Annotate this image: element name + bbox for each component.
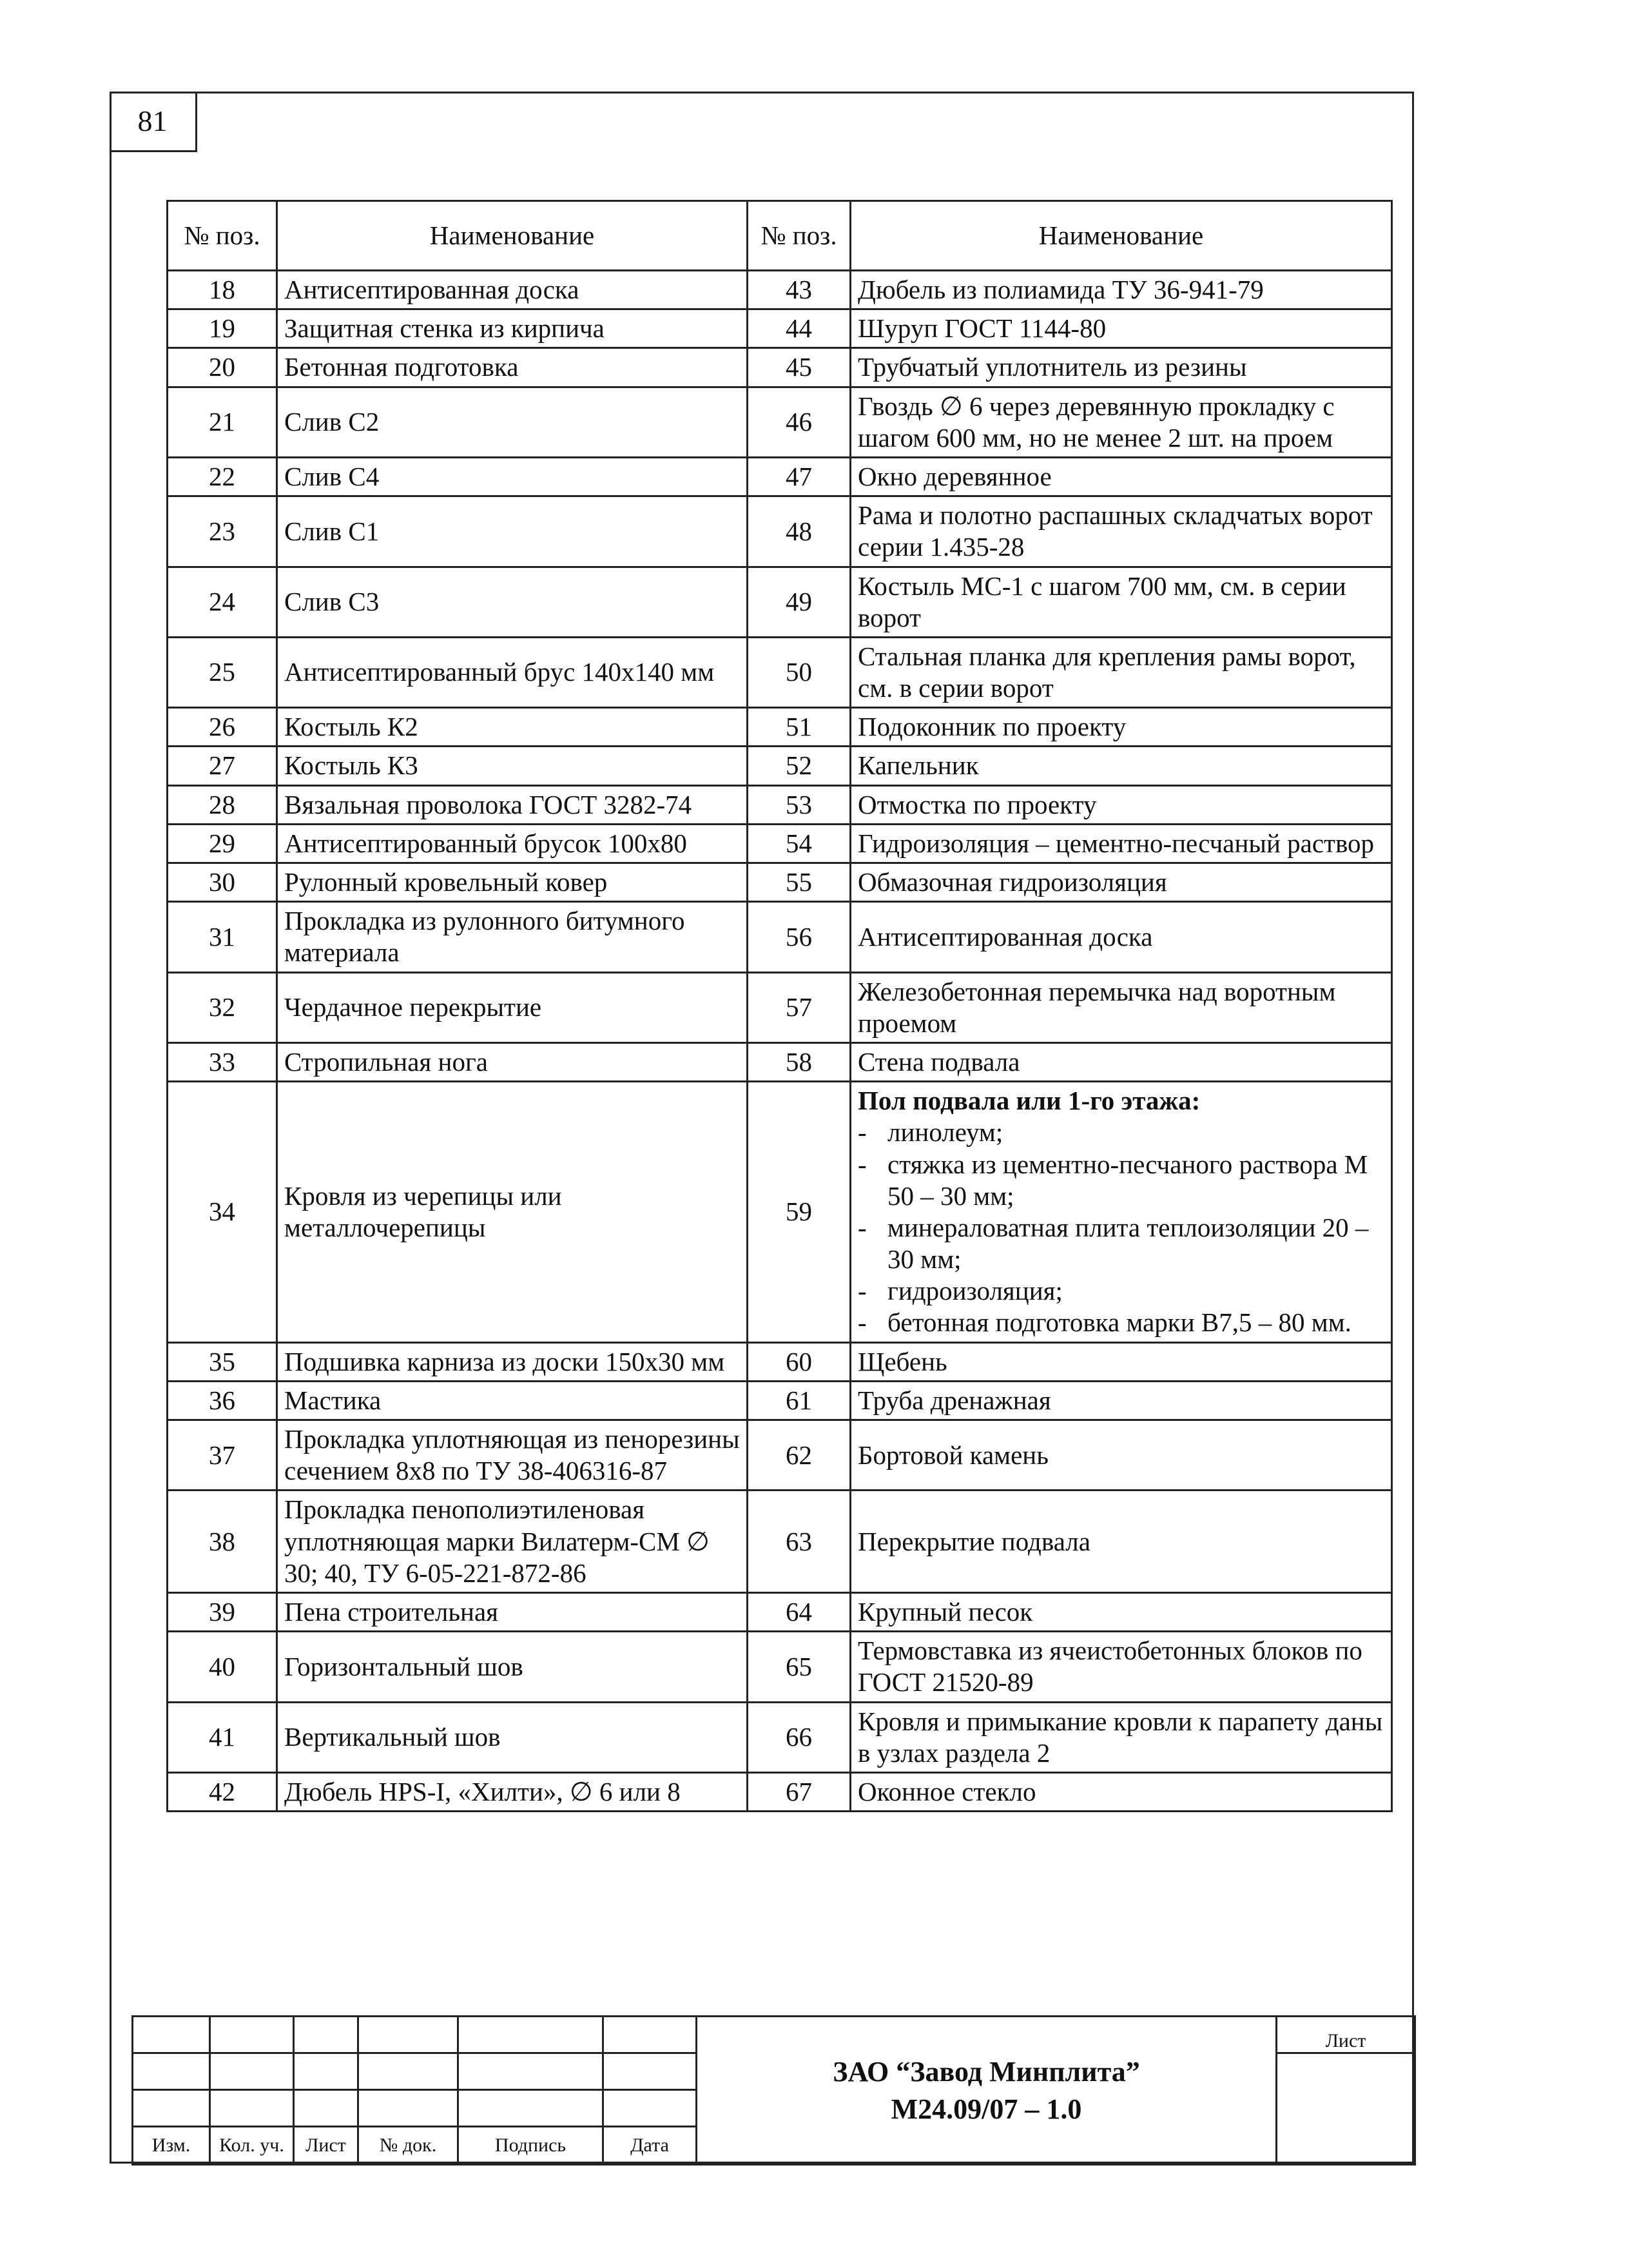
name-left: Бетонная подготовка [277, 348, 748, 387]
pos-right: 45 [748, 348, 851, 387]
name-right: Гидроизоляция – цементно-песчаный раствор [851, 824, 1392, 863]
table-row [168, 1772, 1392, 1811]
name-left: Чердачное перекрытие [277, 972, 748, 1042]
pos-left: 32 [168, 972, 277, 1042]
pos-right: 53 [748, 785, 851, 824]
table-row [168, 1042, 1392, 1081]
pos-right: 56 [748, 902, 851, 972]
document-code: М24.09/07 – 1.0 [891, 2093, 1082, 2125]
name-right: Рама и полотно распашных складчатых ворот серии 1.435-28 [851, 496, 1392, 567]
pos-left: 38 [168, 1491, 277, 1593]
name-right: Стальная планка для крепления рамы ворот, см. в серии ворот [851, 637, 1392, 707]
name-right: Дюбель из полиамида ТУ 36-941-79 [851, 271, 1392, 309]
pos-left: 30 [168, 863, 277, 902]
name-right: Антисептированная доска [851, 902, 1392, 972]
name-right [851, 1082, 1392, 1343]
name-right: Трубчатый уплотнитель из резины [851, 348, 1392, 387]
name-left: Слив С3 [277, 567, 748, 637]
pos-left: 22 [168, 457, 277, 496]
page-number [110, 92, 197, 152]
name-right: Труба дренажная [851, 1381, 1392, 1420]
table-row [168, 747, 1392, 785]
company-name: ЗАО “Завод Минплита” [833, 2056, 1140, 2088]
pos-left: 25 [168, 637, 277, 707]
list-title: Пол подвала или 1-го этажа: [858, 1086, 1201, 1116]
pos-left: 41 [168, 1702, 277, 1772]
name-left: Подшивка карниза из доски 150х30 мм [277, 1342, 748, 1381]
name-right: Окно деревянное [851, 457, 1392, 496]
header-pos-left: № поз. [168, 201, 277, 271]
list-item-text: стяжка из цементно-песчаного раствора М 50 – 30 мм; [887, 1149, 1368, 1211]
name-left: Мастика [277, 1381, 748, 1420]
list-item-text: гидроизоляция; [887, 1276, 1063, 1306]
name-right: Обмазочная гидроизоляция [851, 863, 1392, 902]
pos-left: 20 [168, 348, 277, 387]
pos-left: 23 [168, 496, 277, 567]
name-left: Вязальная проволока ГОСТ 3282-74 [277, 785, 748, 824]
pos-left: 34 [168, 1082, 277, 1343]
list-item-text: минераловатная плита теплоизоляции 20 – 30 мм; [887, 1212, 1369, 1275]
name-right: Шуруп ГОСТ 1144-80 [851, 309, 1392, 348]
pos-right: 48 [748, 496, 851, 567]
pos-left: 27 [168, 747, 277, 785]
name-left: Антисептированный брус 140х140 мм [277, 637, 748, 707]
name-right: Бортовой камень [851, 1420, 1392, 1491]
header-pos-right: № поз. [748, 201, 851, 271]
pos-right: 62 [748, 1420, 851, 1491]
pos-right: 60 [748, 1342, 851, 1381]
table-row [168, 1632, 1392, 1702]
pos-right: 58 [748, 1042, 851, 1081]
pos-right: 44 [748, 309, 851, 348]
name-right: Крупный песок [851, 1592, 1392, 1631]
dash-bullet: - [858, 1212, 867, 1242]
table-row [168, 348, 1392, 387]
name-right: Подоконник по проекту [851, 708, 1392, 747]
name-right: Костыль МС-1 с шагом 700 мм, см. в серии ворот [851, 567, 1392, 637]
pos-left: 35 [168, 1342, 277, 1381]
dash-bullet: - [858, 1117, 867, 1148]
name-left: Прокладка пенополиэтиленовая уплотняющая марки Вилатерм-СМ ∅ 30; 40, ТУ 6-05-221-872-86 [277, 1491, 748, 1593]
stamp-label-date: Дата [603, 2127, 697, 2165]
name-left: Стропильная нога [277, 1042, 748, 1081]
table-row [168, 457, 1392, 496]
name-left: Прокладка из рулонного битумного материала [277, 902, 748, 972]
pos-left: 37 [168, 1420, 277, 1491]
table-row [168, 271, 1392, 309]
header-name-right: Наименование [851, 201, 1392, 271]
pos-right: 59 [748, 1082, 851, 1343]
table-row [168, 1082, 1392, 1343]
specification-table [166, 200, 1393, 1812]
name-left: Дюбель HPS-I, «Хилти», ∅ 6 или 8 [277, 1772, 748, 1811]
table-row [168, 1702, 1392, 1772]
table-row [168, 496, 1392, 567]
pos-right: 52 [748, 747, 851, 785]
stamp-label-izm: Изм. [133, 2127, 210, 2165]
name-left: Костыль К3 [277, 747, 748, 785]
table-row [168, 863, 1392, 902]
name-left: Прокладка уплотняющая из пенорезины сечением 8х8 по ТУ 38-406316-87 [277, 1420, 748, 1491]
pos-left: 31 [168, 902, 277, 972]
pos-right: 61 [748, 1381, 851, 1420]
pos-right: 47 [748, 457, 851, 496]
pos-right: 50 [748, 637, 851, 707]
table-row [168, 1491, 1392, 1593]
table-row [168, 387, 1392, 457]
sheet-number-cell [1277, 2053, 1415, 2165]
pos-left: 42 [168, 1772, 277, 1811]
name-right: Оконное стекло [851, 1772, 1392, 1811]
stamp-label-sign: Подпись [458, 2127, 603, 2165]
name-left: Кровля из черепицы или металлочерепицы [277, 1082, 748, 1343]
pos-left: 39 [168, 1592, 277, 1631]
pos-right: 49 [748, 567, 851, 637]
pos-right: 65 [748, 1632, 851, 1702]
name-left: Слив С1 [277, 496, 748, 567]
table-row [168, 637, 1392, 707]
pos-right: 51 [748, 708, 851, 747]
dash-bullet: - [858, 1276, 867, 1306]
table-row [168, 708, 1392, 747]
pos-right: 66 [748, 1702, 851, 1772]
pos-left: 36 [168, 1381, 277, 1420]
pos-left: 28 [168, 785, 277, 824]
name-left: Рулонный кровельный ковер [277, 863, 748, 902]
name-right: Отмостка по проекту [851, 785, 1392, 824]
pos-right: 57 [748, 972, 851, 1042]
list-item-text: бетонная подготовка марки В7,5 – 80 мм. [887, 1307, 1351, 1338]
pos-right: 67 [748, 1772, 851, 1811]
table-row [168, 824, 1392, 863]
pos-left: 29 [168, 824, 277, 863]
table-row [168, 309, 1392, 348]
name-left: Горизонтальный шов [277, 1632, 748, 1702]
pos-right: 55 [748, 863, 851, 902]
table-row [168, 972, 1392, 1042]
dash-bullet: - [858, 1307, 867, 1338]
name-left: Антисептированная доска [277, 271, 748, 309]
stamp-label-doc: № док. [358, 2127, 458, 2165]
name-right: Стена подвала [851, 1042, 1392, 1081]
title-block-main [697, 2017, 1277, 2165]
page-number-text: 81 [137, 104, 168, 137]
name-right: Гвоздь ∅ 6 через деревянную прокладку с шагом 600 мм, но не менее 2 шт. на проем [851, 387, 1392, 457]
table-row [168, 567, 1392, 637]
pos-right: 63 [748, 1491, 851, 1593]
name-left: Слив С2 [277, 387, 748, 457]
name-right: Кровля и примыкание кровли к парапету даны в узлах раздела 2 [851, 1702, 1392, 1772]
table-row [168, 1592, 1392, 1631]
title-block [131, 2015, 1416, 2165]
table-row [168, 1420, 1392, 1491]
pos-left: 40 [168, 1632, 277, 1702]
name-left: Костыль К2 [277, 708, 748, 747]
list-item [858, 1307, 1384, 1338]
table-row [168, 1342, 1392, 1381]
pos-left: 33 [168, 1042, 277, 1081]
table-row [168, 785, 1392, 824]
pos-left: 21 [168, 387, 277, 457]
list-item [858, 1275, 1384, 1307]
list-item-text: линолеум; [887, 1117, 1003, 1148]
name-right: Железобетонная перемычка над воротным проемом [851, 972, 1392, 1042]
pos-right: 64 [748, 1592, 851, 1631]
stamp-label-list: Лист [294, 2127, 358, 2165]
pos-right: 46 [748, 387, 851, 457]
pos-left: 19 [168, 309, 277, 348]
pos-left: 26 [168, 708, 277, 747]
stamp-label-kol: Кол. уч. [210, 2127, 294, 2165]
pos-right: 43 [748, 271, 851, 309]
name-left: Пена строительная [277, 1592, 748, 1631]
header-name-left: Наименование [277, 201, 748, 271]
sheet-label: Лист [1277, 2017, 1415, 2053]
name-left: Защитная стенка из кирпича [277, 309, 748, 348]
table-row [168, 1381, 1392, 1420]
list-item [858, 1149, 1384, 1212]
list-item [858, 1212, 1384, 1275]
table-row [168, 902, 1392, 972]
name-left: Слив С4 [277, 457, 748, 496]
name-right: Перекрытие подвала [851, 1491, 1392, 1593]
name-right: Щебень [851, 1342, 1392, 1381]
name-right: Термовставка из ячеистобетонных блоков по ГОСТ 21520-89 [851, 1632, 1392, 1702]
dash-bullet: - [858, 1149, 867, 1179]
table-header-row [168, 201, 1392, 271]
pos-left: 24 [168, 567, 277, 637]
pos-left: 18 [168, 271, 277, 309]
list-item [858, 1117, 1384, 1148]
pos-right: 54 [748, 824, 851, 863]
name-left: Вертикальный шов [277, 1702, 748, 1772]
name-left: Антисептированный брусок 100х80 [277, 824, 748, 863]
name-right: Капельник [851, 747, 1392, 785]
